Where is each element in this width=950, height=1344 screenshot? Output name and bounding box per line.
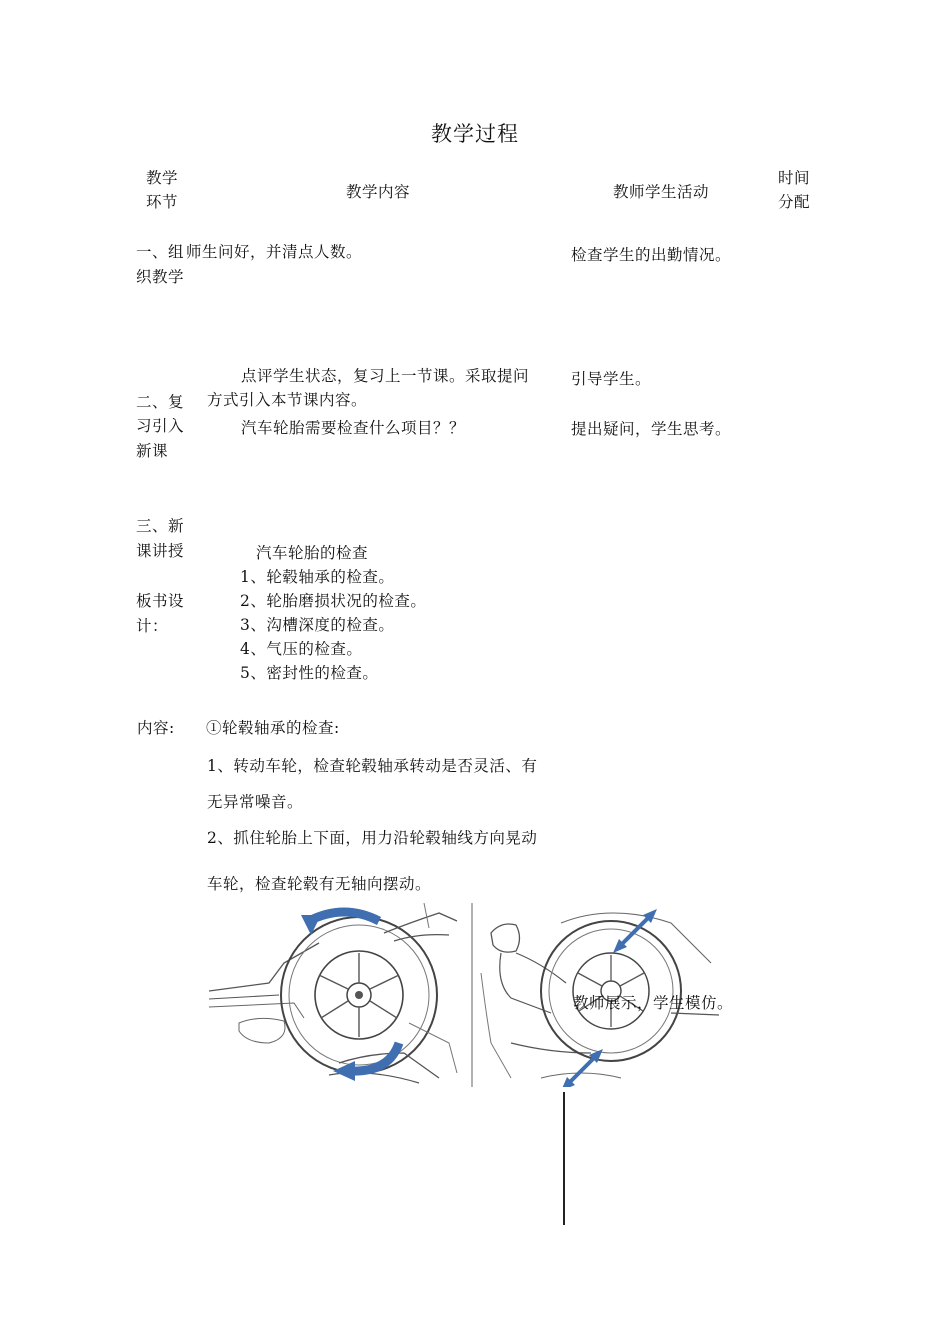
- section2-content-line2: 方式引入本节课内容。: [207, 391, 368, 409]
- content-p1-line1: 1、转动车轮，检查轮毂轴承转动是否灵活、有: [207, 757, 538, 775]
- board-label-line1: 板书设: [136, 592, 185, 610]
- page-title: 教学过程: [431, 122, 519, 146]
- content-activity: 教师展示，学生模仿。: [573, 994, 734, 1012]
- section2-label-line3: 新课: [136, 442, 169, 460]
- board-item: 2、轮胎磨损状况的检查。: [240, 592, 427, 610]
- section2-label-line2: 习引入: [136, 417, 185, 435]
- header-col-activity: 教师学生活动: [613, 183, 710, 201]
- section2-activity1: 引导学生。: [571, 370, 652, 388]
- board-item: 5、密封性的检查。: [240, 664, 379, 682]
- board-item: 4、气压的检查。: [240, 640, 363, 658]
- section2-label-line1: 二、复: [136, 393, 185, 411]
- header-col-time-line2: 分配: [778, 193, 811, 211]
- section2-activity2: 提出疑问，学生思考。: [571, 420, 732, 438]
- section1-content: 师生问好，并清点人数。: [186, 243, 363, 261]
- header-col-section-line2: 环节: [146, 193, 179, 211]
- divider-line: [563, 1092, 565, 1225]
- header-col-section-line1: 教学: [146, 169, 179, 187]
- content-p2-line1: 2、抓住轮胎上下面，用力沿轮毂轴线方向晃动: [207, 829, 538, 847]
- content-label: 内容:: [137, 719, 175, 737]
- board-label-line2: 计：: [136, 617, 169, 635]
- wheel-rotation-illustration: [209, 903, 459, 1087]
- board-title: 汽车轮胎的检查: [256, 544, 369, 562]
- header-col-content: 教学内容: [346, 183, 411, 201]
- content-heading: ①轮毂轴承的检查:: [206, 719, 340, 737]
- section3-label-line1: 三、新: [136, 517, 185, 535]
- section1-activity: 检查学生的出勤情况。: [571, 246, 732, 264]
- content-p2-line2: 车轮，检查轮毂有无轴向摆动。: [207, 875, 432, 893]
- board-item: 3、沟槽深度的检查。: [240, 616, 395, 634]
- content-p1-line2: 无异常噪音。: [207, 793, 304, 811]
- section1-label-line2: 织教学: [136, 268, 185, 286]
- section3-label-line2: 课讲授: [136, 542, 185, 560]
- section2-question: 汽车轮胎需要检查什么项目？？: [241, 419, 466, 437]
- section1-label-line1: 一、组: [136, 243, 185, 261]
- board-item: 1、轮毂轴承的检查。: [240, 568, 395, 586]
- section2-content-line1: 点评学生状态，复习上一节课。采取提问: [241, 367, 530, 385]
- header-col-time-line1: 时间: [778, 169, 811, 187]
